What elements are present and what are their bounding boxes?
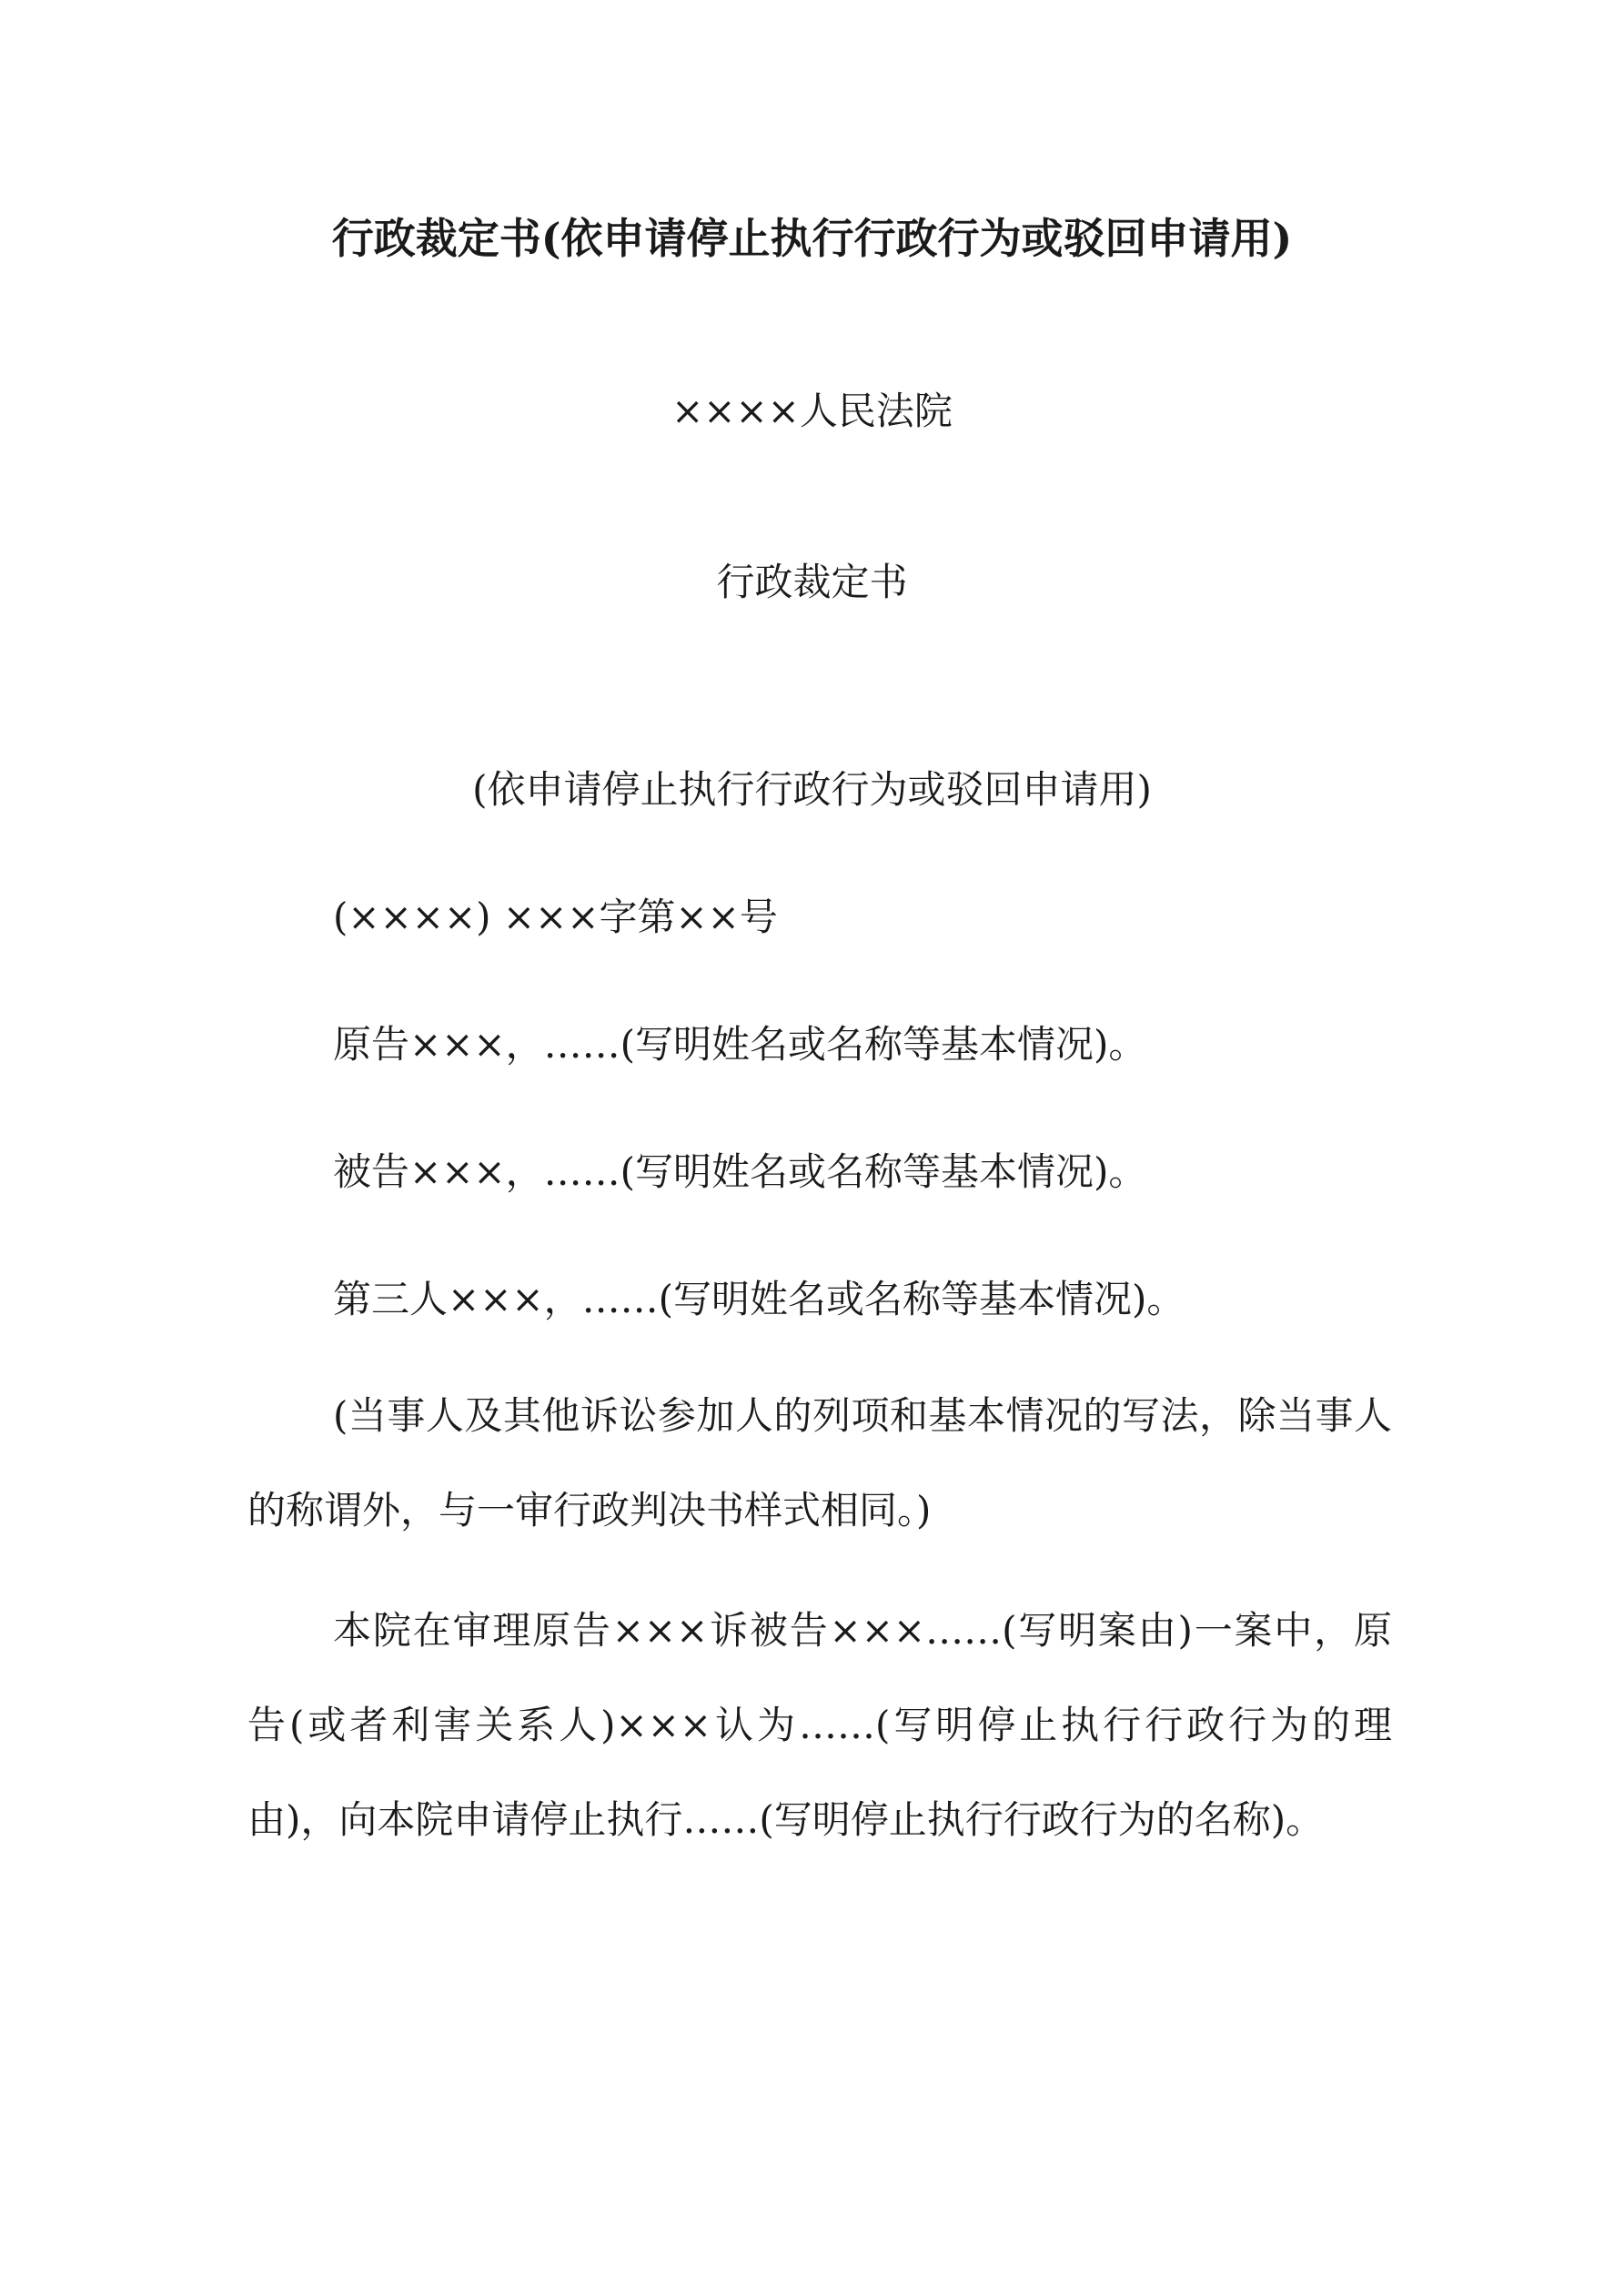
third-party-line: 第三人×××，……(写明姓名或名称等基本情况)。 bbox=[333, 1277, 1185, 1321]
defendant-line: 被告×××，……(写明姓名或名称等基本情况)。 bbox=[333, 1149, 1147, 1194]
case-number: (××××) ×××字第××号 bbox=[333, 895, 778, 939]
parties-note-paragraph: (当事人及其他诉讼参加人的列项和基本情况的写法，除当事人的称谓外，与一审行政判决书样式相同。) bbox=[247, 1393, 1392, 1532]
court-name: ××××人民法院 bbox=[671, 389, 953, 433]
document-type: 行政裁定书 bbox=[716, 560, 908, 604]
document-subtitle: (依申请停止执行行政行为或驳回申请用) bbox=[472, 767, 1152, 812]
plaintiff-line: 原告×××，……(写明姓名或名称等基本情况)。 bbox=[333, 1022, 1147, 1067]
document-title: 行政裁定书(依申请停止执行行政行为或驳回申请用) bbox=[331, 214, 1293, 263]
body-paragraph: 本院在审理原告×××诉被告×××……(写明案由)一案中，原告(或者利害关系人)×××认为……(写明停止执行行政行为的理由)，向本院申请停止执行……(写明停止执行行政行为的名称)。 bbox=[247, 1608, 1392, 1842]
